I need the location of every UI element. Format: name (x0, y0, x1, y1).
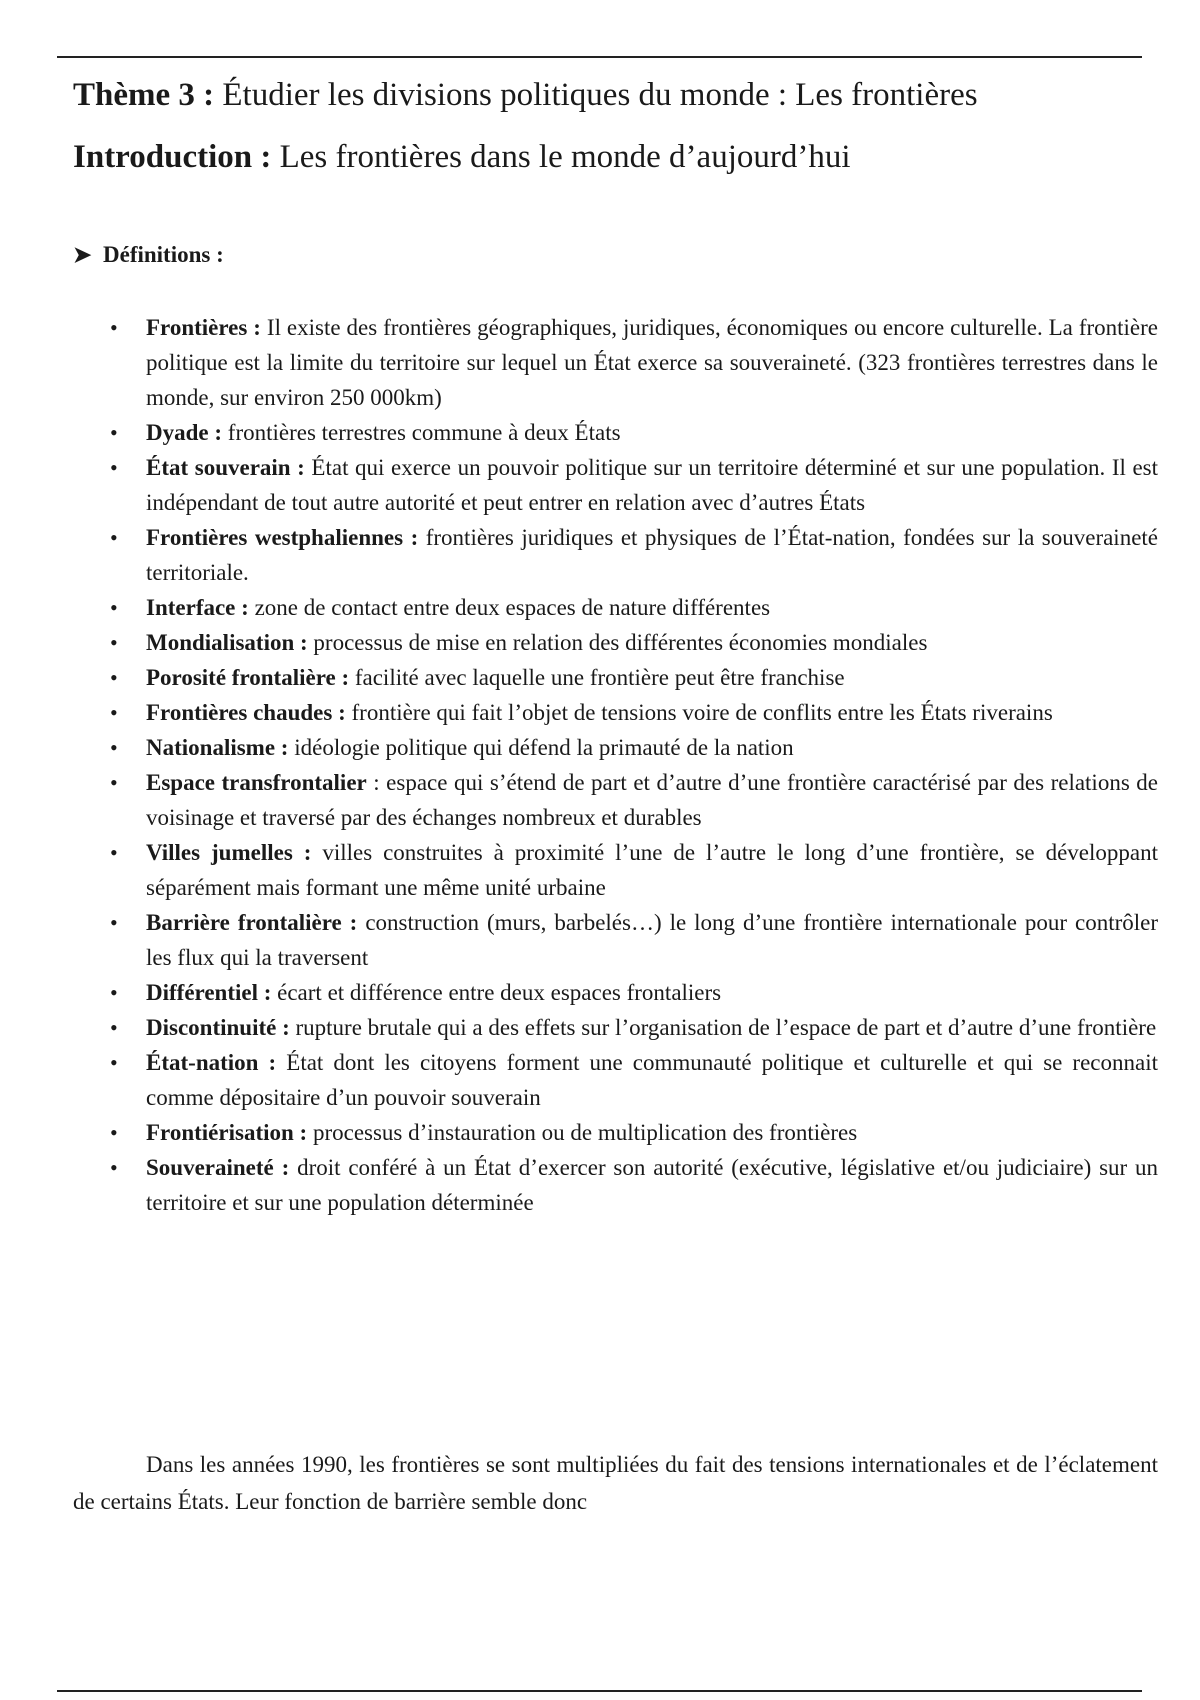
definition-item (110, 520, 1159, 590)
definition-term: Différentiel : (146, 980, 272, 1005)
definition-item (110, 415, 1158, 450)
theme-title (73, 75, 978, 115)
intro-paragraph: Dans les années 1990, les frontières se sont multipliées du fait des tensions internationales et de l’éclatement de certains États. Leur fonction de barrière semble donc (73, 1452, 1158, 1514)
definition-text: : espace qui s’étend de part et d’autre d’une frontière caractérisé par des relations de voisinage et traversé par des échanges nombreux et durables (146, 770, 1159, 830)
bullet-icon: • (110, 910, 118, 935)
top-rule (57, 56, 1142, 58)
bullet-icon: • (110, 770, 118, 795)
definition-item (110, 765, 1159, 835)
theme-label: Thème 3 : (73, 77, 215, 113)
definition-term: Discontinuité : (146, 1015, 290, 1040)
definition-term: Mondialisation : (146, 630, 308, 655)
intro-label: Introduction : (73, 139, 272, 175)
bullet-icon: • (110, 700, 118, 725)
arrow-right-icon: ➤ (73, 242, 92, 267)
definition-text: frontières juridiques et physiques de l’État-nation, fondées sur la souveraineté territoriale. (146, 525, 1159, 585)
definition-item (110, 660, 1158, 695)
definition-text: zone de contact entre deux espaces de nature différentes (254, 595, 771, 620)
intro-title (73, 137, 851, 177)
bullet-icon: • (110, 315, 118, 340)
definition-item (110, 450, 1159, 520)
definition-item (110, 310, 1159, 415)
definition-term: Frontières chaudes : (146, 700, 346, 725)
bullet-icon: • (110, 1120, 118, 1145)
bottom-rule (57, 1690, 1142, 1692)
bullet-icon: • (110, 455, 118, 480)
definition-item (110, 1115, 1158, 1150)
definition-term: État-nation : (146, 1050, 277, 1075)
definition-item (110, 730, 1158, 765)
definition-term: Frontières westphaliennes : (146, 525, 419, 550)
definitions-heading (73, 240, 224, 270)
definition-term: Frontières : (146, 315, 261, 340)
definition-term: Frontiérisation : (146, 1120, 308, 1145)
definition-item (110, 1150, 1159, 1220)
bullet-icon: • (110, 630, 118, 655)
intro-text: Les frontières dans le monde d’aujourd’hui (279, 139, 851, 175)
definition-text: idéologie politique qui défend la primauté de la nation (294, 735, 794, 760)
definition-text: État qui exerce un pouvoir politique sur un territoire déterminé et sur une population. Il est indépendant de tout autre autorité et peut entrer en relation avec d’autres États (146, 455, 1159, 515)
definition-term: Porosité frontalière : (146, 665, 350, 690)
definition-text: État dont les citoyens forment une communauté politique et culturelle et qui se reconnait comme dépositaire d’un pouvoir souverain (146, 1050, 1158, 1110)
definition-text: villes construites à proximité l’une de l’autre le long d’une frontière, se développant séparément mais formant une même unité urbaine (146, 840, 1158, 900)
definition-text: frontières terrestres commune à deux États (227, 420, 621, 445)
definition-text: Il existe des frontières géographiques, juridiques, économiques ou encore culturelle. La frontière politique est la limite du territoire sur lequel un État exerce sa souveraineté. (323 frontières terrestres dans le monde, sur environ 250 000km) (146, 315, 1159, 410)
bullet-icon: • (110, 735, 118, 760)
definition-item (110, 1010, 1158, 1045)
definition-term: Villes jumelles : (146, 840, 312, 865)
definition-item (110, 835, 1158, 905)
definition-text: frontière qui fait l’objet de tensions voire de conflits entre les États riverains (351, 700, 1053, 725)
definition-item (110, 905, 1159, 975)
bullet-icon: • (110, 1050, 118, 1075)
definition-term: Souveraineté : (146, 1155, 290, 1180)
definition-term: Dyade : (146, 420, 223, 445)
definition-term: Interface : (146, 595, 249, 620)
bullet-icon: • (110, 1015, 118, 1040)
definitions-list (110, 310, 1159, 1220)
definition-text: processus d’instauration ou de multiplication des frontières (312, 1120, 858, 1145)
definition-text: construction (murs, barbelés…) le long d’une frontière internationale pour contrôler les flux qui la traversent (146, 910, 1159, 970)
definition-term: Nationalisme : (146, 735, 289, 760)
bullet-icon: • (110, 525, 118, 550)
bullet-icon: • (110, 420, 118, 445)
definition-text: droit conféré à un État d’exercer son autorité (exécutive, législative et/ou judiciaire) sur un territoire et sur une population déterminée (146, 1155, 1159, 1215)
bullet-icon: • (110, 980, 118, 1005)
definition-item (110, 1045, 1158, 1115)
definition-text: facilité avec laquelle une frontière peut être franchise (354, 665, 845, 690)
definition-item (110, 590, 1158, 625)
definition-term: Barrière frontalière : (146, 910, 358, 935)
definition-item (110, 625, 1158, 660)
definition-term: Espace transfrontalier (146, 770, 367, 795)
bullet-icon: • (110, 595, 118, 620)
definition-text: écart et différence entre deux espaces frontaliers (277, 980, 722, 1005)
definitions-heading-text: Définitions : (103, 242, 224, 267)
bullet-icon: • (110, 840, 118, 865)
definition-text: rupture brutale qui a des effets sur l’organisation de l’espace de part et d’autre d’une frontière (295, 1015, 1157, 1040)
definition-item (110, 975, 1158, 1010)
bullet-icon: • (110, 665, 118, 690)
definition-text: processus de mise en relation des différentes économies mondiales (313, 630, 928, 655)
definition-term: État souverain : (146, 455, 305, 480)
bullet-icon: • (110, 1155, 118, 1180)
definition-item (110, 695, 1158, 730)
theme-text: Étudier les divisions politiques du monde : Les frontières (222, 77, 978, 113)
